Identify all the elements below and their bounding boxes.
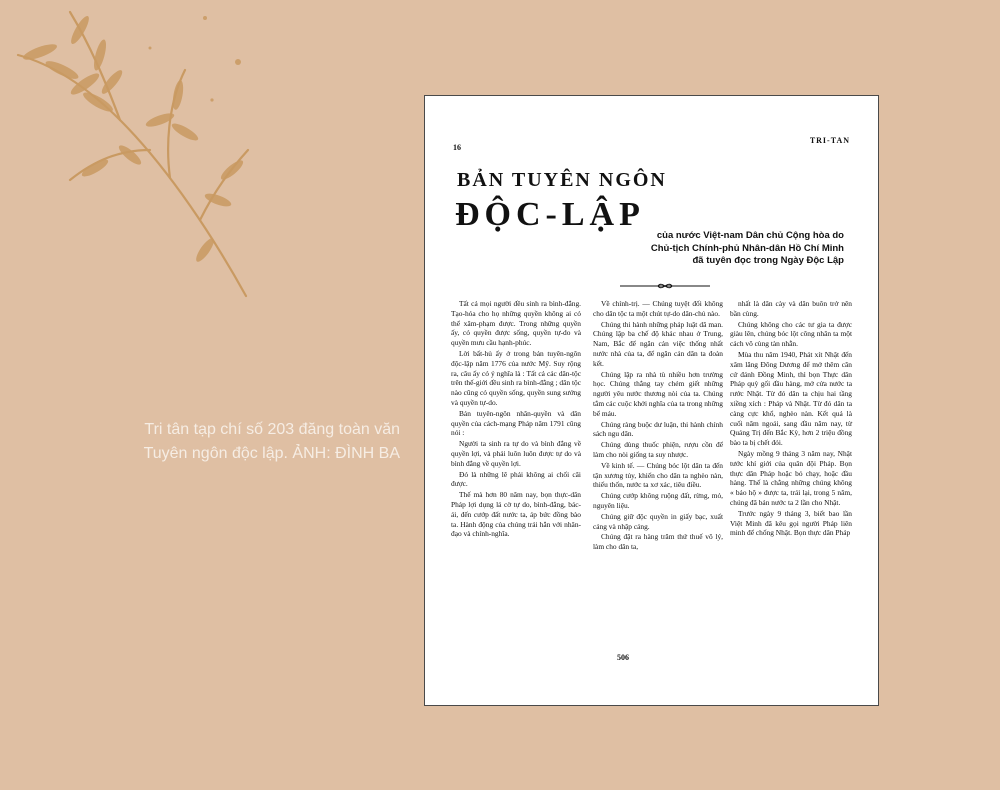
paragraph: Tất cả mọi người đều sinh ra bình-đẳng. Tạo-hóa cho họ những quyền không ai có thể xâm-phạm được. Trong những quyền ấy, có quyền được sống, quyền tự-do và quyền mưu cầu hạnh-phúc. [451,299,581,348]
paragraph: Ngày mồng 9 tháng 3 năm nay, Nhật tước khí giới của quân đội Pháp. Bọn thực dân Pháp hoặc bỏ chạy, hoặc đầu hàng. Thế là chẳng những chúng không « bảo hộ » được ta, trái lại, trong 5 năm, chúng đã bán nước ta 2 lần cho Nhật. [730,448,852,507]
page-number: 16 [453,143,461,152]
paragraph: Về kinh tế. — Chúng bóc lột dân ta đến tận xương tủy, khiến cho dân ta nghèo nàn, thiếu thốn, nước ta xơ xác, tiêu điều. [593,460,723,490]
caption-line-2: Tuyên ngôn độc lập. ẢNH: ĐÌNH BA [143,445,400,462]
paragraph: Người ta sinh ra tự do và bình đẳng về quyền lợi, và phải luôn luôn được tự do và bình đẳng về quyền lợi. [451,439,581,468]
paragraph: Về chính-trị. — Chúng tuyệt đối không cho dân tộc ta một chút tự-do dân-chủ nào. [593,299,723,318]
paragraph: Chúng ràng buộc dư luận, thi hành chính sách ngu dân. [593,419,723,439]
headline-subtitle: của nước Việt-nam Dân chủ Cộng hòa do Chủ-tịch Chính-phủ Nhân-dân Hồ Chí Minh đã tuyên đọc trong Ngày Độc Lập [650,230,844,266]
paragraph: Chúng không cho các tư gia ta được giàu lên, chúng bóc lột công nhân ta một cách vô cùng tàn nhẫn. [730,319,852,349]
article-column-1 [451,299,581,540]
footer-number: 506 [617,653,629,662]
paragraph: Chúng giữ độc quyền in giấy bạc, xuất cảng và nhập cảng. [593,511,723,531]
paragraph: Chúng cướp không ruộng đất, rừng, mỏ, nguyên liệu. [593,491,723,510]
magazine-name: TRI-TAN [809,136,850,145]
article-column-2 [593,299,723,553]
newspaper-page [424,95,879,706]
headline-line-2: ĐỘC-LẬP [455,196,645,233]
paragraph: Chúng dùng thuốc phiện, rượu cồn để làm cho nòi giống ta suy nhược. [593,440,723,459]
paragraph: Thế mà hơn 80 năm nay, bọn thực-dân Pháp lợi dụng lá cờ tự do, bình-đẳng, bác-ái, đến cướp đất nước ta, áp bức đồng bào ta. Hành động của chúng trái hẳn với nhân-đạo và chính-nghĩa. [451,490,581,539]
paragraph: Chúng đặt ra hàng trăm thứ thuế vô lý, làm cho dân ta, [593,532,723,552]
paragraph: Bản tuyên-ngôn nhân-quyền và dân quyền của cách-mạng Pháp năm 1791 cũng nói : [451,408,581,438]
paragraph: Trước ngày 9 tháng 3, biết bao lần Việt Minh đã kêu gọi người Pháp liên minh để chống Nhật. Bọn thực dân Pháp [730,508,852,538]
paragraph: Chúng thi hành những pháp luật dã man. Chúng lập ba chế độ khác nhau ở Trung, Nam, Bắc để ngăn cản việc thống nhất nước nhà của ta, để ngăn cản dân ta đoàn kết. [593,319,723,368]
article-column-3 [730,299,852,539]
photo-caption [100,418,400,466]
paragraph: Chúng lập ra nhà tù nhiều hơn trường học. Chúng thẳng tay chém giết những người yêu nước thương nòi của ta. Chúng tắm các cuộc khởi nghĩa của ta trong những bể máu. [593,369,723,418]
paragraph: nhất là dân cày và dân buôn trở nên bần cùng. [730,299,852,318]
ornament-divider [620,280,710,292]
headline-line-1: BẢN TUYÊN NGÔN [457,169,667,191]
paragraph: Đó là những lẽ phải không ai chối cãi được. [451,469,581,489]
paragraph: Mùa thu năm 1940, Phát xít Nhật đến xâm lăng Đông Dương để mở thêm căn cứ đánh Đồng Minh, thì bọn Thực dân Pháp quỳ gối đầu hàng, mở cửa nước ta rước Nhật. Từ đó dân ta chịu hai tầng xiềng xích : Pháp và Nhật. Từ đó dân ta càng cực khổ, nghèo nàn. Kết quả là cuối năm ngoái, sang đầu năm nay, từ Quảng Trị đến Bắc Kỳ, hơn 2 triệu đồng bào ta bị chết đói. [730,349,852,448]
caption-line-1: Tri tân tạp chí số 203 đăng toàn văn [144,421,400,438]
leaf-branch-illustration [0,0,260,310]
paragraph: Lời bất-hủ ấy ở trong bản tuyên-ngôn độc-lập năm 1776 của nước Mỹ. Suy rộng ra, câu ấy có ý nghĩa là : Tất cả các dân-tộc trên thế-giới đều sinh ra bình-đẳng ; dân tộc nào cũng có quyền sống, quyền sung sướng và quyền tự-do. [451,348,581,407]
